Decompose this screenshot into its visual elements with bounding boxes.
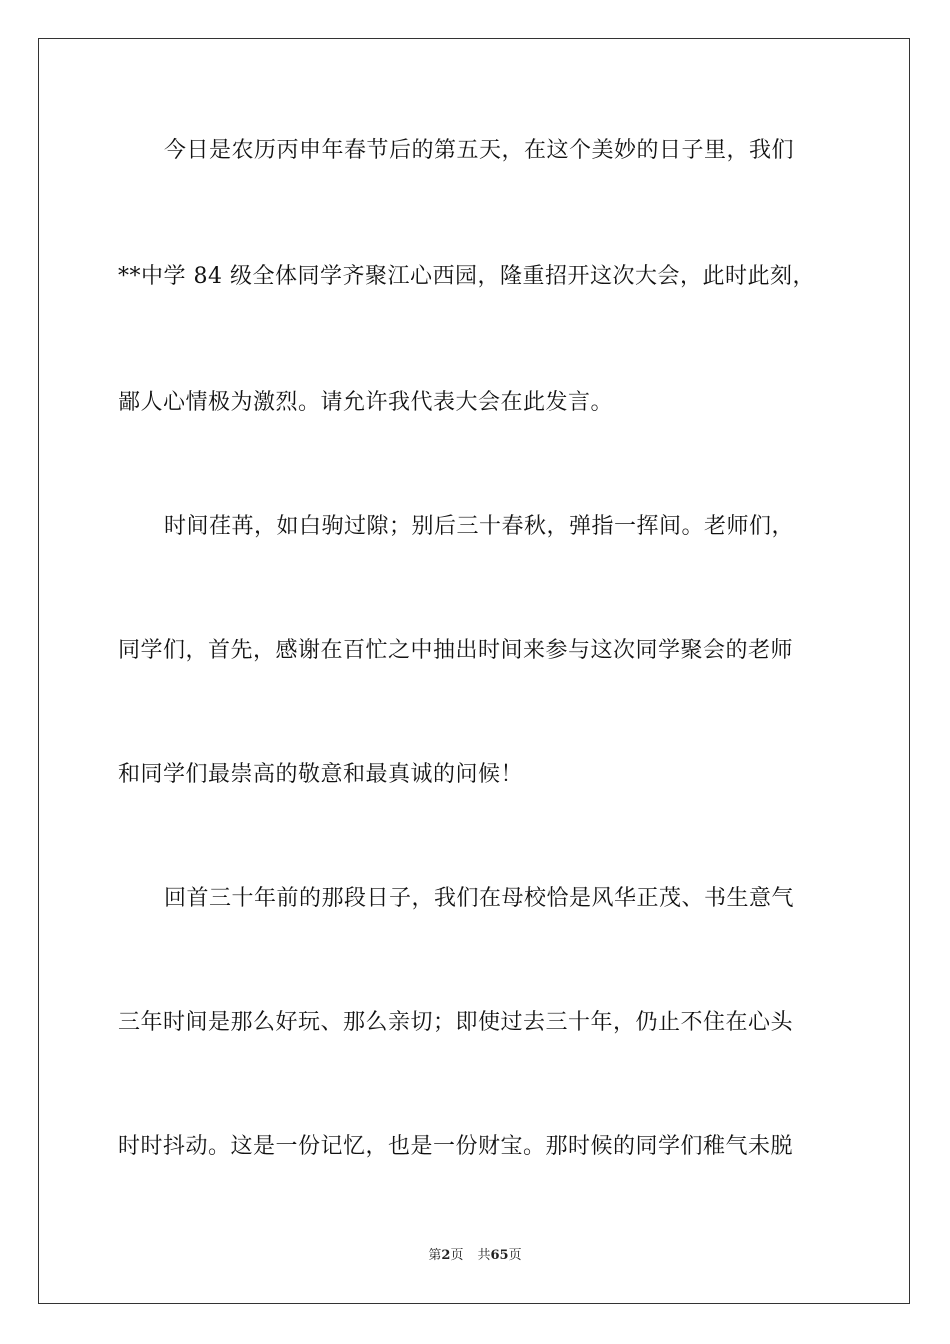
total-prefix: 共 [477, 1248, 491, 1263]
page-frame [38, 38, 910, 1304]
paragraph-line: 和同学们最崇高的敬意和最真诚的问候！ [118, 762, 524, 787]
paragraph-line: 同学们，首先，感谢在百忙之中抽出时间来参与这次同学聚会的老师 [118, 638, 794, 663]
page-suffix: 页 [450, 1248, 464, 1263]
page-footer [0, 1244, 950, 1263]
page-prefix: 第 [428, 1248, 442, 1263]
paragraph-line: 今日是农历丙申年春节后的第五天，在这个美妙的日子里，我们 [164, 138, 795, 163]
paragraph-line: 时间荏苒，如白驹过隙；别后三十春秋，弹指一挥间。老师们， [164, 514, 795, 539]
paragraph-line: 鄙人心情极为激烈。请允许我代表大会在此发言。 [118, 390, 614, 415]
total-suffix: 页 [508, 1248, 522, 1263]
paragraph-line: 时时抖动。这是一份记忆，也是一份财宝。那时候的同学们稚气未脱 [118, 1134, 794, 1159]
total-pages: 65 [490, 1248, 509, 1263]
paragraph-line: **中学 84 级全体同学齐聚江心西园，隆重招开这次大会，此时此刻， [118, 264, 815, 289]
page-number: 2 [441, 1248, 451, 1263]
paragraph-line: 回首三十年前的那段日子，我们在母校恰是风华正茂、书生意气 [164, 886, 795, 911]
paragraph-line: 三年时间是那么好玩、那么亲切；即使过去三十年，仍止不住在心头 [118, 1010, 794, 1035]
